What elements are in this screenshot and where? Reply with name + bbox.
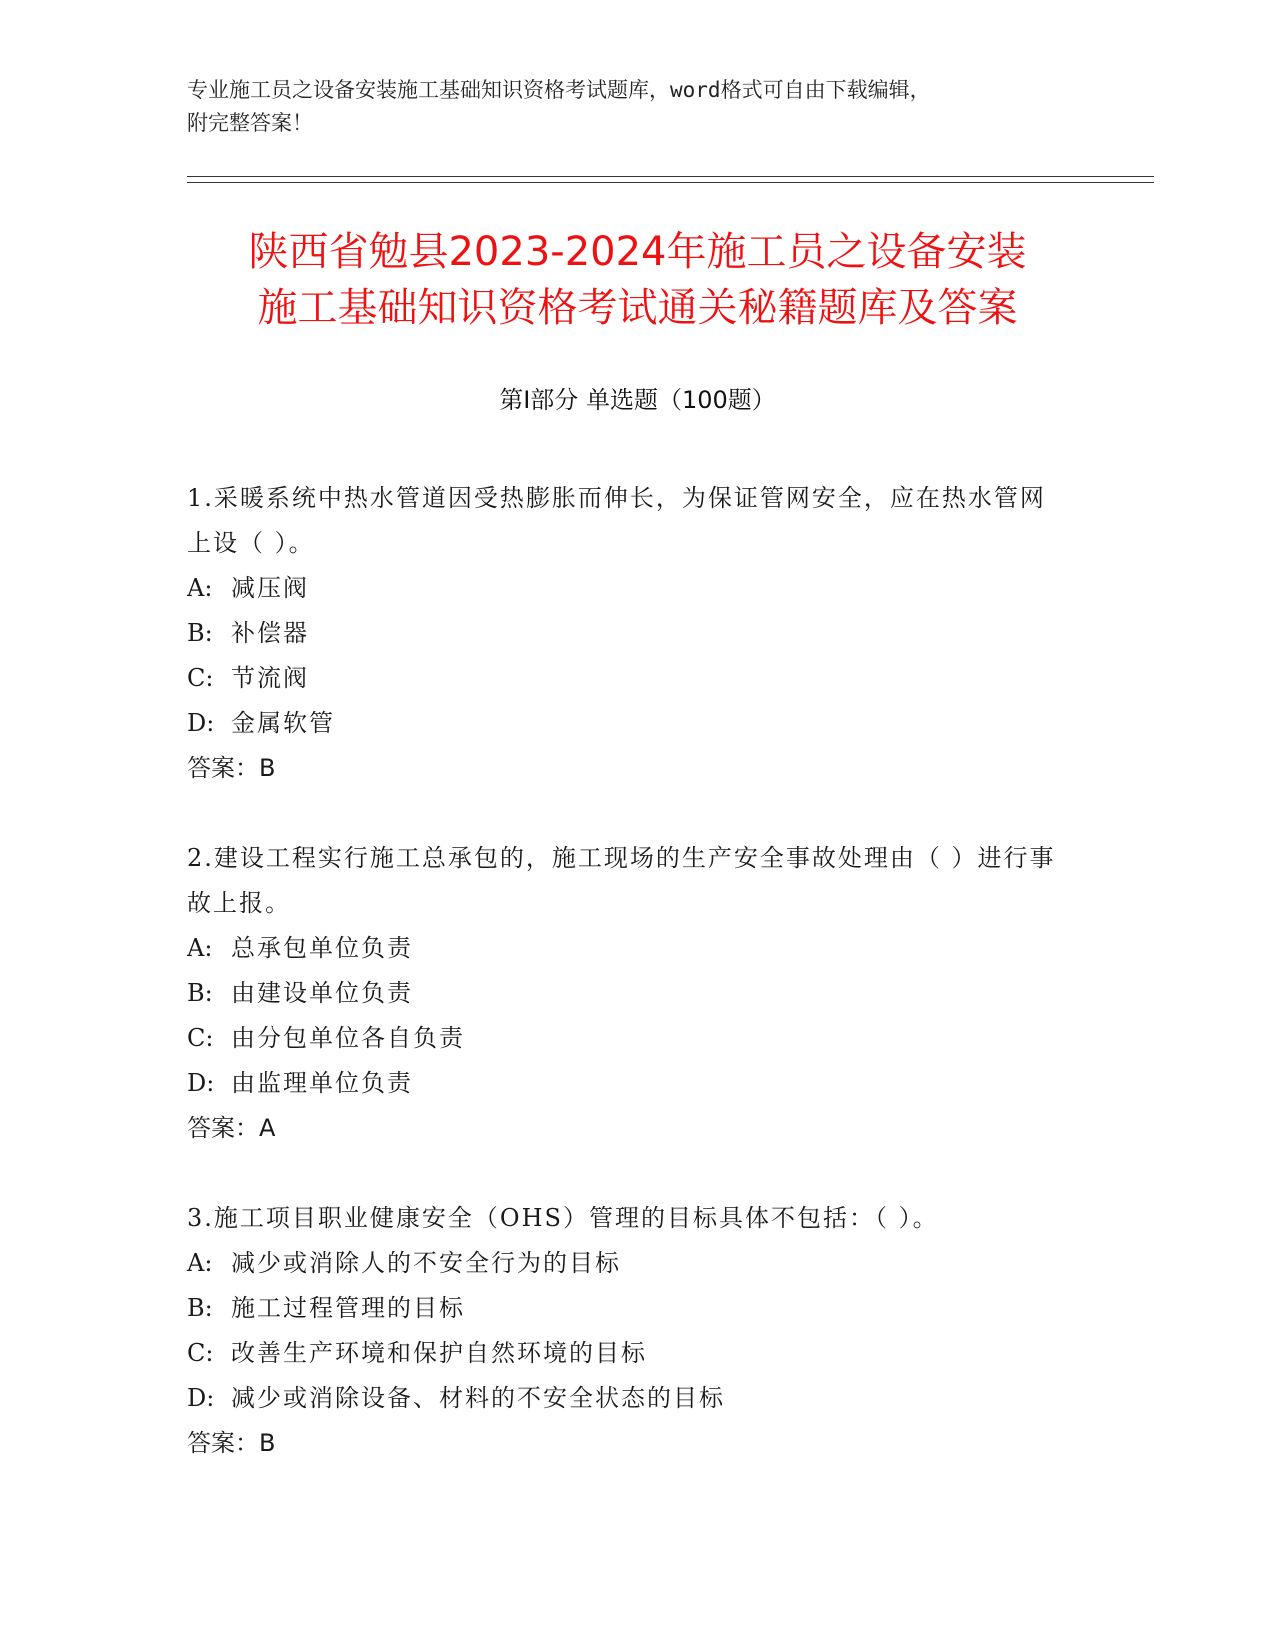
question-list [187,476,1067,1511]
header-note [187,74,1087,140]
option-key: C: [187,1339,214,1367]
question-stem: 3.施工项目职业健康安全（OHS）管理的目标具体不包括：（ ）。 [187,1204,939,1232]
option-key: D: [187,709,215,737]
option-a [187,566,1067,611]
option-b [187,1286,1067,1331]
option-text: 施工过程管理的目标 [231,1294,465,1322]
question-stem: 1.采暖系统中热水管道因受热膨胀而伸长，为保证管网安全，应在热水管网上设（ ）。 [187,484,1046,557]
option-text: 减压阀 [231,574,309,602]
option-text: 总承包单位负责 [231,934,413,962]
option-text: 补偿器 [231,619,309,647]
option-text: 由建设单位负责 [231,979,413,1007]
option-key: C: [187,664,214,692]
option-d [187,1376,1067,1421]
option-key: B: [187,619,213,647]
option-d [187,701,1067,746]
answer: 答案：B [187,754,276,782]
option-d [187,1061,1067,1106]
question-1 [187,476,1067,791]
question-3 [187,1196,1067,1466]
option-c [187,1016,1067,1061]
header-divider-bottom [187,182,1154,183]
option-text: 改善生产环境和保护自然环境的目标 [231,1339,647,1367]
section-title: 第Ⅰ部分 单选题（100题） [499,386,776,414]
option-a [187,926,1067,971]
option-text: 减少或消除人的不安全行为的目标 [231,1249,621,1277]
option-text: 节流阀 [231,664,309,692]
answer: 答案：A [187,1114,276,1142]
option-key: D: [187,1069,215,1097]
header-note-line-2: 附完整答案！ [187,111,313,135]
option-key: B: [187,979,213,1007]
option-key: A: [187,1249,213,1277]
option-c [187,1331,1067,1376]
question-stem: 2.建设工程实行施工总承包的，施工现场的生产安全事故处理由（ ）进行事故上报。 [187,844,1056,917]
option-text: 减少或消除设备、材料的不安全状态的目标 [231,1384,725,1412]
option-key: C: [187,1024,214,1052]
option-key: D: [187,1384,215,1412]
document-title-line-1: 陕西省勉县2023-2024年施工员之设备安装 [248,229,1027,275]
document-title-line-2: 施工基础知识资格考试通关秘籍题库及答案 [257,285,1018,331]
option-b [187,971,1067,1016]
option-key: B: [187,1294,213,1322]
header-note-line-1: 专业施工员之设备安装施工基础知识资格考试题库，word格式可自由下载编辑， [187,78,931,102]
option-key: A: [187,934,213,962]
option-b [187,611,1067,656]
document-title [150,224,1125,336]
option-text: 由监理单位负责 [231,1069,413,1097]
option-a [187,1241,1067,1286]
question-2 [187,836,1067,1151]
answer: 答案：B [187,1429,276,1457]
option-key: A: [187,574,213,602]
option-c [187,656,1067,701]
option-text: 由分包单位各自负责 [231,1024,465,1052]
option-text: 金属软管 [231,709,335,737]
header-divider-top [187,176,1154,177]
